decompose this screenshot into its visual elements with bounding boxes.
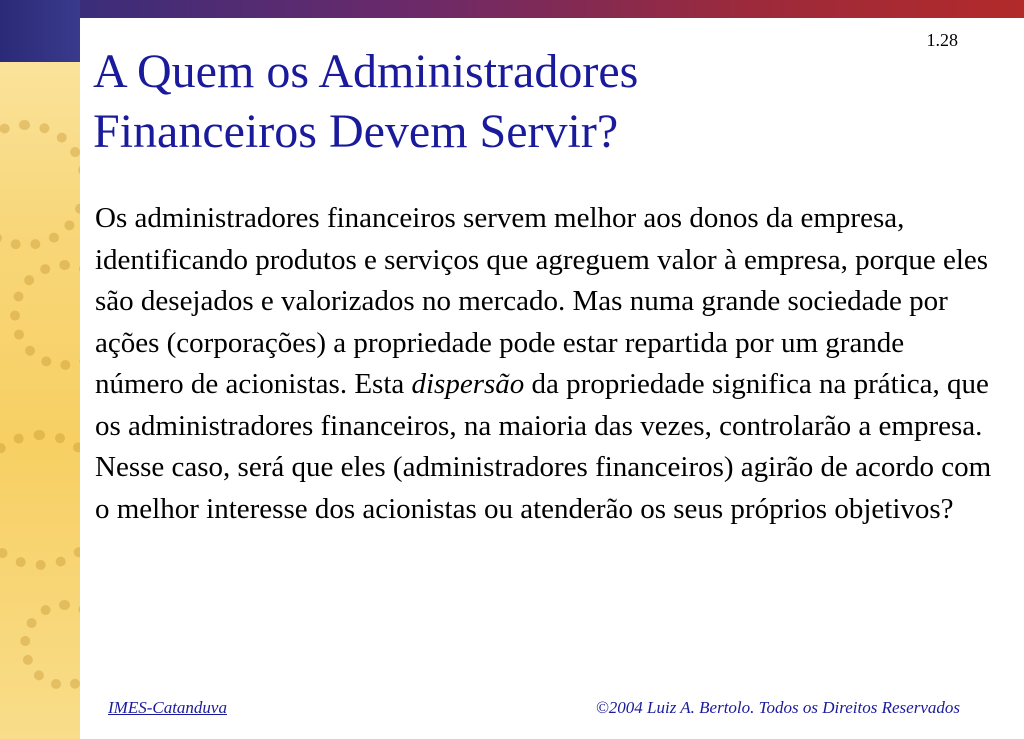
body-text-part-1: Os administradores financeiros servem melhor aos donos da empresa, identificando produtos e serviços que agreguem valor à empresa, porque eles são desejados e valorizados no mercado. Mas numa grande sociedade por ações (corporações) a propriedade pode estar repartida por um grande número de acionistas. Esta <box>95 202 989 400</box>
body-text-part-2: da propriedade significa na prática, que os administradores financeiros, na maioria das vezes, controlarão a empresa. Nesse caso, será que eles (administradores financeiros) agirão de acordo com o melhor interesse dos acionistas ou atenderão os seus próprios objetivos? <box>95 368 992 525</box>
gear-icon <box>20 600 80 690</box>
title-line-2: Financeiros Devem Servir? <box>93 105 619 158</box>
slide-number: 1.28 <box>926 30 958 50</box>
corner-block <box>0 0 80 62</box>
body-paragraph <box>95 198 995 530</box>
footer-institution: IMES-Catanduva <box>108 698 227 717</box>
footer-copyright: ©2004 Luiz A. Bertolo. Todos os Direitos Reservados <box>595 698 960 717</box>
gear-icon <box>0 120 80 250</box>
slide-title <box>93 42 953 162</box>
gear-icon <box>0 430 80 570</box>
top-decorative-bar <box>80 0 1024 18</box>
decorative-side-strip <box>0 0 80 739</box>
title-line-1: A Quem os Administradores <box>93 45 639 98</box>
body-emphasis: dispersão <box>411 368 525 400</box>
gear-icon <box>10 260 80 370</box>
